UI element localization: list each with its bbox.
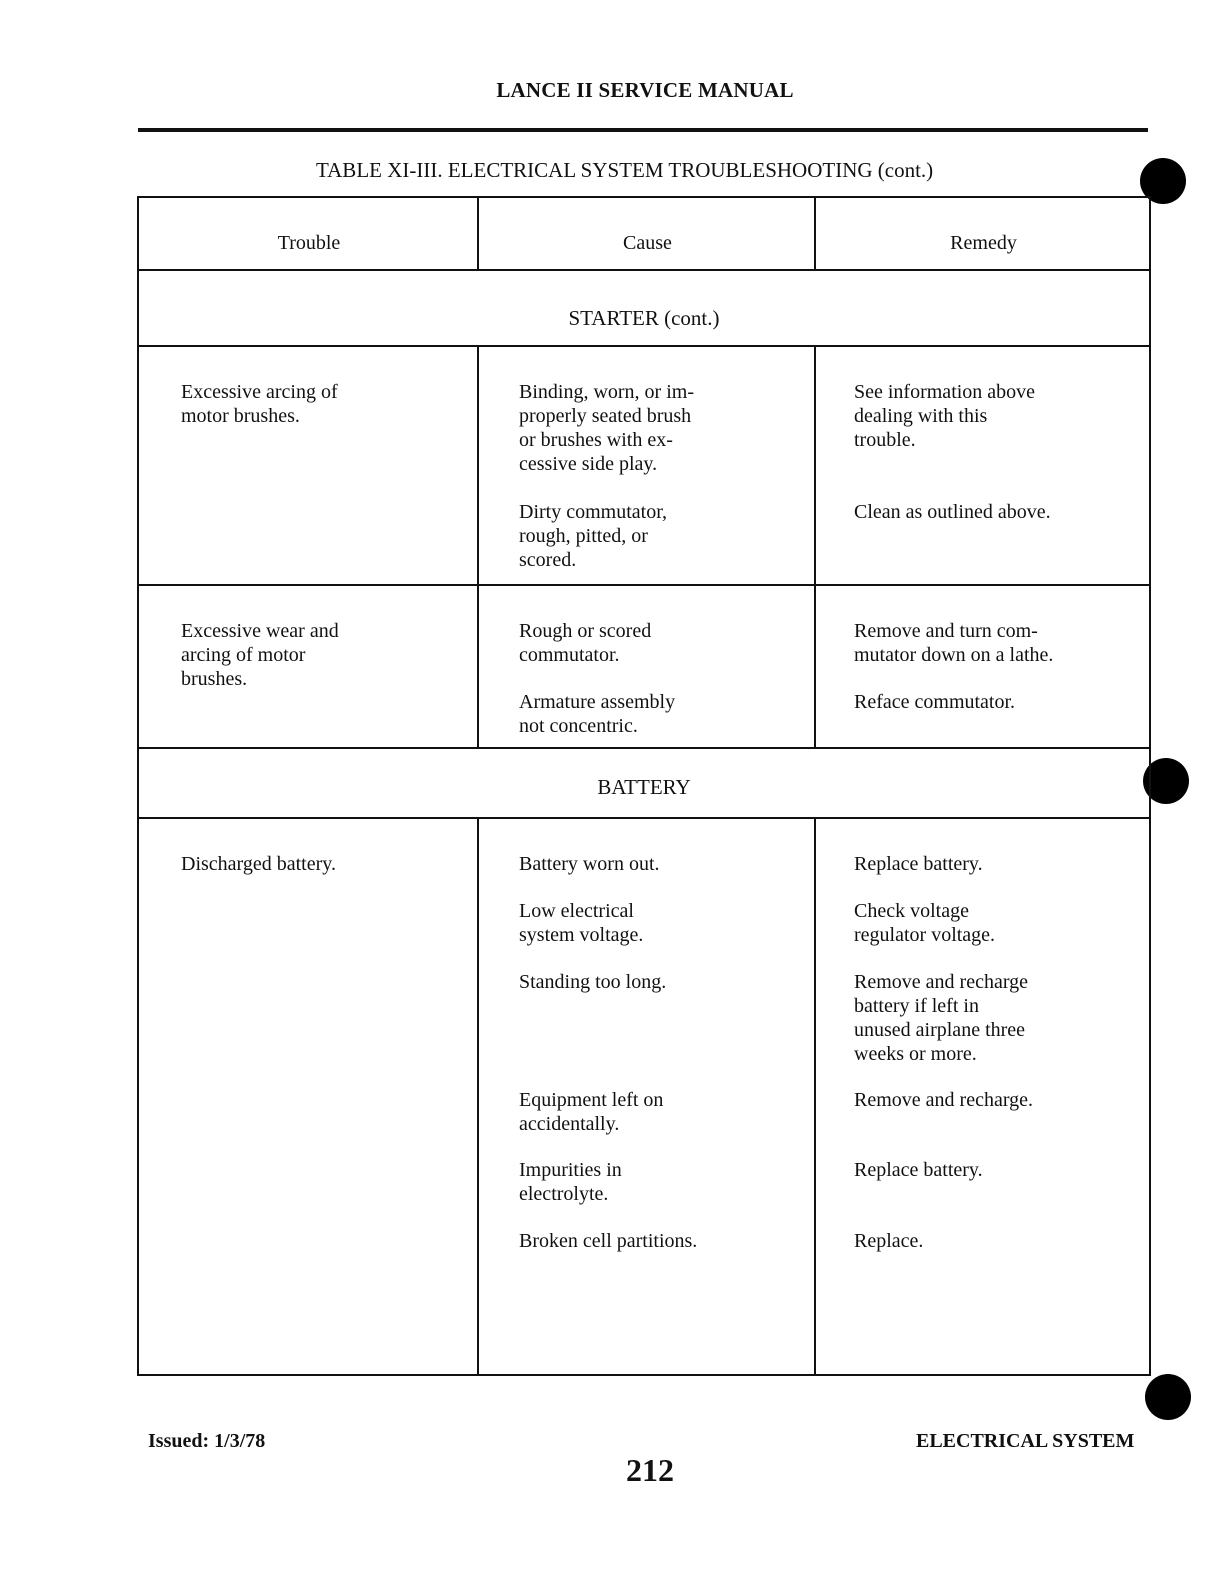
remedy-cell: See information above dealing with this trouble. xyxy=(854,381,1036,451)
cause-cell: Battery worn out. xyxy=(519,853,660,875)
cause-cell: Standing too long. xyxy=(519,971,667,993)
trouble-cell: Discharged battery. xyxy=(181,853,336,875)
cause-cell: Low electrical system voltage. xyxy=(519,900,644,946)
column-header-remedy: Remedy xyxy=(950,232,1017,254)
remedy-cell: Replace battery. xyxy=(854,853,983,875)
section-title-battery: BATTERY xyxy=(597,775,691,799)
remedy-cell: Clean as outlined above. xyxy=(854,501,1051,523)
header-rule xyxy=(138,128,1148,132)
remedy-cell: Remove and recharge. xyxy=(854,1089,1033,1111)
footer-issued-date: Issued: 1/3/78 xyxy=(148,1430,266,1452)
row-divider xyxy=(139,269,1149,271)
troubleshooting-table xyxy=(137,196,1151,1376)
footer-section-name: ELECTRICAL SYSTEM xyxy=(916,1430,1135,1452)
page-number: 212 xyxy=(626,1452,674,1488)
cause-cell: Equipment left on accidentally. xyxy=(519,1089,664,1135)
cause-cell: Dirty commutator, rough, pitted, or scored. xyxy=(519,501,668,571)
column-divider xyxy=(477,818,479,1376)
cause-cell: Impurities in electrolyte. xyxy=(519,1159,622,1205)
row-divider xyxy=(139,345,1149,347)
table-caption: TABLE XI-III. ELECTRICAL SYSTEM TROUBLESHOOTING (cont.) xyxy=(316,158,934,182)
row-divider xyxy=(139,817,1149,819)
row-divider xyxy=(139,584,1149,586)
binder-hole xyxy=(1145,1374,1191,1420)
page-header-title: LANCE II SERVICE MANUAL xyxy=(496,78,794,102)
column-divider xyxy=(477,346,479,748)
trouble-cell: Excessive wear and arcing of motor brushes. xyxy=(181,620,339,690)
remedy-cell: Reface commutator. xyxy=(854,691,1016,713)
cause-cell: Rough or scored commutator. xyxy=(519,620,652,666)
cause-cell: Binding, worn, or im- properly seated brush or brushes with ex- cessive side play. xyxy=(519,381,694,475)
remedy-cell: Check voltage regulator voltage. xyxy=(854,900,996,946)
remedy-cell: Remove and recharge battery if left in unused airplane three weeks or more. xyxy=(854,971,1028,1065)
trouble-cell: Excessive arcing of motor brushes. xyxy=(181,381,338,427)
remedy-cell: Replace. xyxy=(854,1230,924,1252)
section-title-starter: STARTER (cont.) xyxy=(568,306,720,330)
remedy-cell: Remove and turn com- mutator down on a lathe. xyxy=(854,620,1054,666)
column-divider xyxy=(814,818,816,1376)
row-divider xyxy=(139,747,1149,749)
column-divider xyxy=(814,346,816,748)
column-header-trouble: Trouble xyxy=(277,232,341,254)
cause-cell: Armature assembly not concentric. xyxy=(519,691,676,737)
column-header-cause: Cause xyxy=(623,232,672,254)
cause-cell: Broken cell partitions. xyxy=(519,1230,698,1252)
remedy-cell: Replace battery. xyxy=(854,1159,983,1181)
